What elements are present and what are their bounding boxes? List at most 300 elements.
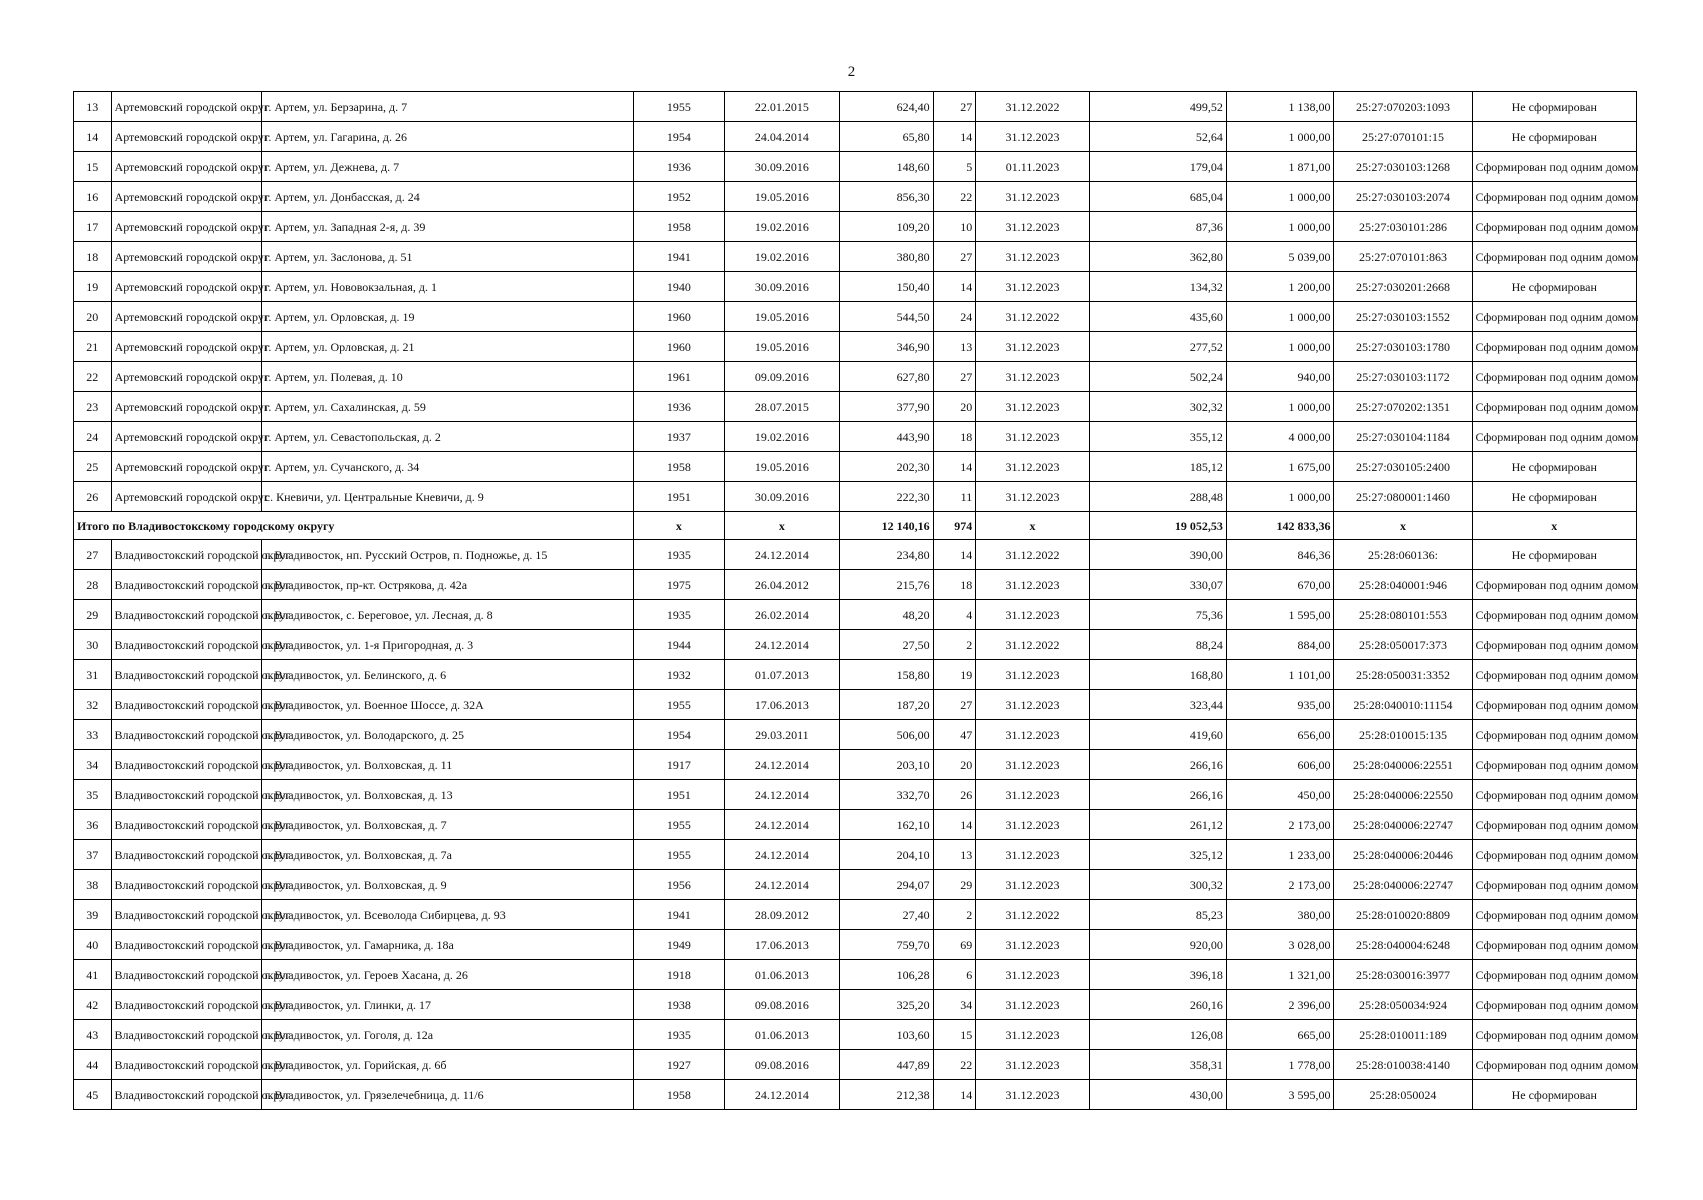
municipality-cell: Владивостокский городской округ [111, 630, 261, 660]
cadastral-number-cell: 25:27:030103:2074 [1334, 182, 1472, 212]
residents-cell: 27 [933, 690, 976, 720]
build-year-cell: 1975 [634, 570, 724, 600]
planned-area-cell: 168,80 [1089, 660, 1226, 690]
cost-cell: 380,00 [1226, 900, 1334, 930]
residents-cell: 20 [933, 750, 976, 780]
area-cell: 234,80 [840, 540, 933, 570]
cost-cell: 1 000,00 [1226, 332, 1334, 362]
cadastral-number-cell: 25:27:030103:1552 [1334, 302, 1472, 332]
residents-cell: 26 [933, 780, 976, 810]
table-row [74, 930, 1637, 960]
emergency-date-cell: 09.09.2016 [724, 362, 840, 392]
area-cell: 222,30 [840, 482, 933, 512]
cost-cell: 935,00 [1226, 690, 1334, 720]
table-row [74, 392, 1637, 422]
municipality-cell: Артемовский городской округ [111, 392, 261, 422]
land-status-cell: Сформирован под одним домом [1472, 780, 1637, 810]
area-cell: 759,70 [840, 930, 933, 960]
table-row [74, 840, 1637, 870]
resettlement-deadline-cell: 31.12.2023 [976, 242, 1090, 272]
resettlement-deadline-cell: 31.12.2023 [976, 750, 1090, 780]
municipality-cell: Артемовский городской округ [111, 152, 261, 182]
emergency-date-cell: 28.07.2015 [724, 392, 840, 422]
row-number-cell: 31 [74, 660, 112, 690]
build-year-cell: 1940 [634, 272, 724, 302]
table-row [74, 302, 1637, 332]
residents-cell: 13 [933, 840, 976, 870]
address-cell: г. Владивосток, ул. Грязелечебница, д. 11/6 [261, 1080, 633, 1110]
build-year-cell: 1952 [634, 182, 724, 212]
table-row [74, 152, 1637, 182]
total-status: x [1472, 512, 1637, 540]
cost-cell: 606,00 [1226, 750, 1334, 780]
cost-cell: 1 000,00 [1226, 392, 1334, 422]
cost-cell: 1 595,00 [1226, 600, 1334, 630]
row-number-cell: 15 [74, 152, 112, 182]
planned-area-cell: 499,52 [1089, 92, 1226, 122]
cadastral-number-cell: 25:28:060136: [1334, 540, 1472, 570]
residents-cell: 14 [933, 1080, 976, 1110]
table-row [74, 212, 1637, 242]
area-cell: 158,80 [840, 660, 933, 690]
build-year-cell: 1932 [634, 660, 724, 690]
cost-cell: 846,36 [1226, 540, 1334, 570]
cadastral-number-cell: 25:27:070202:1351 [1334, 392, 1472, 422]
page-number: 2 [847, 64, 856, 80]
land-status-cell: Сформирован под одним домом [1472, 362, 1637, 392]
table-total-section [74, 512, 1637, 540]
emergency-date-cell: 19.05.2016 [724, 332, 840, 362]
land-status-cell: Сформирован под одним домом [1472, 990, 1637, 1020]
emergency-date-cell: 01.07.2013 [724, 660, 840, 690]
planned-area-cell: 502,24 [1089, 362, 1226, 392]
cadastral-number-cell: 25:28:040006:22551 [1334, 750, 1472, 780]
planned-area-cell: 288,48 [1089, 482, 1226, 512]
build-year-cell: 1958 [634, 212, 724, 242]
land-status-cell: Сформирован под одним домом [1472, 1020, 1637, 1050]
planned-area-cell: 920,00 [1089, 930, 1226, 960]
area-cell: 27,40 [840, 900, 933, 930]
residents-cell: 22 [933, 1050, 976, 1080]
build-year-cell: 1951 [634, 780, 724, 810]
cost-cell: 3 595,00 [1226, 1080, 1334, 1110]
planned-area-cell: 396,18 [1089, 960, 1226, 990]
municipality-cell: Владивостокский городской округ [111, 780, 261, 810]
table-row [74, 990, 1637, 1020]
address-cell: г. Артем, ул. Сучанского, д. 34 [261, 452, 633, 482]
cadastral-number-cell: 25:28:080101:553 [1334, 600, 1472, 630]
emergency-date-cell: 19.02.2016 [724, 212, 840, 242]
resettlement-deadline-cell: 31.12.2022 [976, 540, 1090, 570]
row-number-cell: 43 [74, 1020, 112, 1050]
planned-area-cell: 185,12 [1089, 452, 1226, 482]
residents-cell: 27 [933, 92, 976, 122]
address-cell: г. Владивосток, ул. Гоголя, д. 12а [261, 1020, 633, 1050]
residents-cell: 29 [933, 870, 976, 900]
resettlement-deadline-cell: 31.12.2023 [976, 870, 1090, 900]
planned-area-cell: 75,36 [1089, 600, 1226, 630]
total-deadline: x [976, 512, 1090, 540]
area-cell: 109,20 [840, 212, 933, 242]
resettlement-deadline-cell: 31.12.2023 [976, 362, 1090, 392]
row-number-cell: 22 [74, 362, 112, 392]
address-cell: г. Артем, ул. Западная 2-я, д. 39 [261, 212, 633, 242]
planned-area-cell: 419,60 [1089, 720, 1226, 750]
resettlement-deadline-cell: 31.12.2023 [976, 332, 1090, 362]
address-cell: г. Артем, ул. Гагарина, д. 26 [261, 122, 633, 152]
cadastral-number-cell: 25:27:070101:15 [1334, 122, 1472, 152]
land-status-cell: Не сформирован [1472, 482, 1637, 512]
resettlement-deadline-cell: 31.12.2023 [976, 600, 1090, 630]
land-status-cell: Сформирован под одним домом [1472, 182, 1637, 212]
cost-cell: 2 173,00 [1226, 870, 1334, 900]
planned-area-cell: 685,04 [1089, 182, 1226, 212]
cadastral-number-cell: 25:27:080001:1460 [1334, 482, 1472, 512]
cost-cell: 656,00 [1226, 720, 1334, 750]
land-status-cell: Сформирован под одним домом [1472, 332, 1637, 362]
emergency-date-cell: 24.12.2014 [724, 870, 840, 900]
build-year-cell: 1941 [634, 900, 724, 930]
land-status-cell: Сформирован под одним домом [1472, 720, 1637, 750]
emergency-date-cell: 19.05.2016 [724, 182, 840, 212]
area-cell: 377,90 [840, 392, 933, 422]
address-cell: с. Кневичи, ул. Центральные Кневичи, д. 9 [261, 482, 633, 512]
cadastral-number-cell: 25:28:040006:22747 [1334, 810, 1472, 840]
residents-cell: 13 [933, 332, 976, 362]
municipality-cell: Артемовский городской округ [111, 422, 261, 452]
resettlement-deadline-cell: 31.12.2023 [976, 452, 1090, 482]
address-cell: г. Артем, ул. Нововокзальная, д. 1 [261, 272, 633, 302]
build-year-cell: 1935 [634, 600, 724, 630]
resettlement-deadline-cell: 31.12.2023 [976, 570, 1090, 600]
emergency-date-cell: 09.08.2016 [724, 1050, 840, 1080]
planned-area-cell: 85,23 [1089, 900, 1226, 930]
table-row [74, 960, 1637, 990]
table-row [74, 780, 1637, 810]
cadastral-number-cell: 25:28:050017:373 [1334, 630, 1472, 660]
land-status-cell: Не сформирован [1472, 1080, 1637, 1110]
area-cell: 103,60 [840, 1020, 933, 1050]
municipality-cell: Владивостокский городской округ [111, 690, 261, 720]
address-cell: г. Артем, ул. Берзарина, д. 7 [261, 92, 633, 122]
table-row [74, 900, 1637, 930]
area-cell: 187,20 [840, 690, 933, 720]
planned-area-cell: 52,64 [1089, 122, 1226, 152]
land-status-cell: Не сформирован [1472, 540, 1637, 570]
resettlement-deadline-cell: 31.12.2023 [976, 720, 1090, 750]
table-row [74, 1080, 1637, 1110]
planned-area-cell: 87,36 [1089, 212, 1226, 242]
residents-cell: 10 [933, 212, 976, 242]
residents-cell: 18 [933, 422, 976, 452]
row-number-cell: 19 [74, 272, 112, 302]
total-cost: 142 833,36 [1226, 512, 1334, 540]
emergency-date-cell: 17.06.2013 [724, 930, 840, 960]
area-cell: 346,90 [840, 332, 933, 362]
area-cell: 162,10 [840, 810, 933, 840]
residents-cell: 14 [933, 810, 976, 840]
residents-cell: 14 [933, 540, 976, 570]
planned-area-cell: 390,00 [1089, 540, 1226, 570]
municipality-cell: Владивостокский городской округ [111, 900, 261, 930]
planned-area-cell: 134,32 [1089, 272, 1226, 302]
cost-cell: 1 000,00 [1226, 302, 1334, 332]
emergency-date-cell: 19.02.2016 [724, 242, 840, 272]
resettlement-deadline-cell: 31.12.2023 [976, 990, 1090, 1020]
municipality-cell: Артемовский городской округ [111, 212, 261, 242]
resettlement-deadline-cell: 31.12.2023 [976, 960, 1090, 990]
area-cell: 65,80 [840, 122, 933, 152]
table-row [74, 422, 1637, 452]
row-number-cell: 42 [74, 990, 112, 1020]
resettlement-deadline-cell: 31.12.2023 [976, 182, 1090, 212]
area-cell: 203,10 [840, 750, 933, 780]
cadastral-number-cell: 25:28:050034:924 [1334, 990, 1472, 1020]
total-year: x [634, 512, 724, 540]
cost-cell: 2 173,00 [1226, 810, 1334, 840]
cost-cell: 1 000,00 [1226, 212, 1334, 242]
resettlement-deadline-cell: 31.12.2023 [976, 482, 1090, 512]
municipality-cell: Артемовский городской округ [111, 452, 261, 482]
resettlement-deadline-cell: 31.12.2023 [976, 690, 1090, 720]
cost-cell: 1 321,00 [1226, 960, 1334, 990]
address-cell: г. Владивосток, ул. Военное Шоссе, д. 32А [261, 690, 633, 720]
land-status-cell: Сформирован под одним домом [1472, 900, 1637, 930]
row-number-cell: 13 [74, 92, 112, 122]
resettlement-deadline-cell: 31.12.2023 [976, 272, 1090, 302]
cadastral-number-cell: 25:28:050024 [1334, 1080, 1472, 1110]
build-year-cell: 1949 [634, 930, 724, 960]
build-year-cell: 1955 [634, 92, 724, 122]
emergency-date-cell: 19.05.2016 [724, 302, 840, 332]
municipality-cell: Владивостокский городской округ [111, 990, 261, 1020]
build-year-cell: 1955 [634, 810, 724, 840]
address-cell: г. Владивосток, ул. Волховская, д. 9 [261, 870, 633, 900]
planned-area-cell: 362,80 [1089, 242, 1226, 272]
cost-cell: 1 000,00 [1226, 182, 1334, 212]
address-cell: г. Владивосток, ул. Гамарника, д. 18а [261, 930, 633, 960]
municipality-cell: Владивостокский городской округ [111, 540, 261, 570]
land-status-cell: Сформирован под одним домом [1472, 840, 1637, 870]
area-cell: 447,89 [840, 1050, 933, 1080]
residents-cell: 5 [933, 152, 976, 182]
build-year-cell: 1938 [634, 990, 724, 1020]
cadastral-number-cell: 25:27:070203:1093 [1334, 92, 1472, 122]
row-number-cell: 14 [74, 122, 112, 152]
resettlement-deadline-cell: 31.12.2023 [976, 1050, 1090, 1080]
table-row [74, 630, 1637, 660]
row-number-cell: 45 [74, 1080, 112, 1110]
area-cell: 215,76 [840, 570, 933, 600]
address-cell: г. Владивосток, нп. Русский Остров, п. Подножье, д. 15 [261, 540, 633, 570]
total-label: Итого по Владивостокскому городскому округу [74, 512, 634, 540]
address-cell: г. Владивосток, ул. Волховская, д. 11 [261, 750, 633, 780]
row-number-cell: 28 [74, 570, 112, 600]
cost-cell: 1 871,00 [1226, 152, 1334, 182]
land-status-cell: Сформирован под одним домом [1472, 392, 1637, 422]
cadastral-number-cell: 25:27:030105:2400 [1334, 452, 1472, 482]
municipality-cell: Владивостокский городской округ [111, 720, 261, 750]
row-number-cell: 26 [74, 482, 112, 512]
emergency-date-cell: 24.12.2014 [724, 750, 840, 780]
area-cell: 150,40 [840, 272, 933, 302]
address-cell: г. Владивосток, ул. Героев Хасана, д. 26 [261, 960, 633, 990]
land-status-cell: Сформирован под одним домом [1472, 1050, 1637, 1080]
resettlement-deadline-cell: 31.12.2023 [976, 780, 1090, 810]
cost-cell: 1 000,00 [1226, 482, 1334, 512]
resettlement-deadline-cell: 31.12.2023 [976, 810, 1090, 840]
table-row [74, 1020, 1637, 1050]
address-cell: г. Владивосток, пр-кт. Острякова, д. 42а [261, 570, 633, 600]
table-row [74, 870, 1637, 900]
cost-cell: 3 028,00 [1226, 930, 1334, 960]
address-cell: г. Владивосток, ул. Белинского, д. 6 [261, 660, 633, 690]
table-row [74, 690, 1637, 720]
resettlement-deadline-cell: 31.12.2023 [976, 1080, 1090, 1110]
land-status-cell: Сформирован под одним домом [1472, 690, 1637, 720]
resettlement-deadline-cell: 31.12.2022 [976, 900, 1090, 930]
residents-cell: 22 [933, 182, 976, 212]
row-number-cell: 40 [74, 930, 112, 960]
emergency-date-cell: 24.12.2014 [724, 810, 840, 840]
planned-area-cell: 430,00 [1089, 1080, 1226, 1110]
emergency-date-cell: 19.02.2016 [724, 422, 840, 452]
resettlement-deadline-cell: 31.12.2023 [976, 840, 1090, 870]
municipality-cell: Артемовский городской округ [111, 242, 261, 272]
area-cell: 204,10 [840, 840, 933, 870]
land-status-cell: Сформирован под одним домом [1472, 242, 1637, 272]
build-year-cell: 1956 [634, 870, 724, 900]
cost-cell: 1 233,00 [1226, 840, 1334, 870]
area-cell: 106,28 [840, 960, 933, 990]
area-cell: 48,20 [840, 600, 933, 630]
row-number-cell: 38 [74, 870, 112, 900]
table-body-vladivostok [74, 540, 1637, 1110]
table-row [74, 1050, 1637, 1080]
area-cell: 506,00 [840, 720, 933, 750]
build-year-cell: 1937 [634, 422, 724, 452]
total-cadastral: x [1334, 512, 1472, 540]
area-cell: 856,30 [840, 182, 933, 212]
emergency-date-cell: 24.12.2014 [724, 540, 840, 570]
emergency-date-cell: 24.12.2014 [724, 1080, 840, 1110]
table-row [74, 92, 1637, 122]
land-status-cell: Не сформирован [1472, 452, 1637, 482]
cost-cell: 5 039,00 [1226, 242, 1334, 272]
cost-cell: 1 200,00 [1226, 272, 1334, 302]
residents-cell: 27 [933, 362, 976, 392]
address-cell: г. Артем, ул. Полевая, д. 10 [261, 362, 633, 392]
municipality-cell: Артемовский городской округ [111, 482, 261, 512]
table-row [74, 182, 1637, 212]
land-status-cell: Сформирован под одним домом [1472, 960, 1637, 990]
table-row [74, 540, 1637, 570]
address-cell: г. Артем, ул. Орловская, д. 19 [261, 302, 633, 332]
housing-registry-table [73, 91, 1637, 1110]
planned-area-cell: 260,16 [1089, 990, 1226, 1020]
emergency-date-cell: 09.08.2016 [724, 990, 840, 1020]
build-year-cell: 1958 [634, 452, 724, 482]
cadastral-number-cell: 25:28:040004:6248 [1334, 930, 1472, 960]
land-status-cell: Сформирован под одним домом [1472, 750, 1637, 780]
municipality-cell: Артемовский городской округ [111, 362, 261, 392]
emergency-date-cell: 17.06.2013 [724, 690, 840, 720]
residents-cell: 20 [933, 392, 976, 422]
build-year-cell: 1935 [634, 1020, 724, 1050]
build-year-cell: 1936 [634, 392, 724, 422]
emergency-date-cell: 19.05.2016 [724, 452, 840, 482]
table-row [74, 272, 1637, 302]
cadastral-number-cell: 25:28:040010:11154 [1334, 690, 1472, 720]
municipality-cell: Артемовский городской округ [111, 332, 261, 362]
planned-area-cell: 266,16 [1089, 780, 1226, 810]
residents-cell: 24 [933, 302, 976, 332]
address-cell: г. Артем, ул. Севастопольская, д. 2 [261, 422, 633, 452]
total-area-new: 19 052,53 [1089, 512, 1226, 540]
municipality-cell: Владивостокский городской округ [111, 840, 261, 870]
land-status-cell: Сформирован под одним домом [1472, 810, 1637, 840]
municipality-cell: Владивостокский городской округ [111, 930, 261, 960]
build-year-cell: 1960 [634, 302, 724, 332]
cadastral-number-cell: 25:28:050031:3352 [1334, 660, 1472, 690]
land-status-cell: Не сформирован [1472, 122, 1637, 152]
area-cell: 380,80 [840, 242, 933, 272]
emergency-date-cell: 30.09.2016 [724, 272, 840, 302]
build-year-cell: 1960 [634, 332, 724, 362]
resettlement-deadline-cell: 31.12.2023 [976, 1020, 1090, 1050]
resettlement-deadline-cell: 31.12.2023 [976, 422, 1090, 452]
build-year-cell: 1941 [634, 242, 724, 272]
planned-area-cell: 261,12 [1089, 810, 1226, 840]
land-status-cell: Сформирован под одним домом [1472, 212, 1637, 242]
cadastral-number-cell: 25:28:040001:946 [1334, 570, 1472, 600]
row-number-cell: 30 [74, 630, 112, 660]
address-cell: г. Владивосток, с. Береговое, ул. Лесная, д. 8 [261, 600, 633, 630]
cost-cell: 1 000,00 [1226, 122, 1334, 152]
planned-area-cell: 88,24 [1089, 630, 1226, 660]
planned-area-cell: 330,07 [1089, 570, 1226, 600]
area-cell: 325,20 [840, 990, 933, 1020]
planned-area-cell: 179,04 [1089, 152, 1226, 182]
emergency-date-cell: 24.12.2014 [724, 780, 840, 810]
address-cell: г. Владивосток, ул. 1-я Пригородная, д. 3 [261, 630, 633, 660]
area-cell: 443,90 [840, 422, 933, 452]
land-status-cell: Сформирован под одним домом [1472, 600, 1637, 630]
residents-cell: 34 [933, 990, 976, 1020]
table-row [74, 720, 1637, 750]
land-status-cell: Сформирован под одним домом [1472, 630, 1637, 660]
resettlement-deadline-cell: 31.12.2023 [976, 930, 1090, 960]
emergency-date-cell: 01.06.2013 [724, 960, 840, 990]
residents-cell: 19 [933, 660, 976, 690]
residents-cell: 15 [933, 1020, 976, 1050]
area-cell: 332,70 [840, 780, 933, 810]
area-cell: 148,60 [840, 152, 933, 182]
address-cell: г. Владивосток, ул. Глинки, д. 17 [261, 990, 633, 1020]
row-number-cell: 25 [74, 452, 112, 482]
cadastral-number-cell: 25:28:010020:8809 [1334, 900, 1472, 930]
area-cell: 544,50 [840, 302, 933, 332]
municipality-cell: Владивостокский городской округ [111, 600, 261, 630]
table-row [74, 570, 1637, 600]
table-row [74, 600, 1637, 630]
residents-cell: 4 [933, 600, 976, 630]
cadastral-number-cell: 25:28:010015:135 [1334, 720, 1472, 750]
emergency-date-cell: 22.01.2015 [724, 92, 840, 122]
build-year-cell: 1955 [634, 840, 724, 870]
table-row [74, 452, 1637, 482]
residents-cell: 27 [933, 242, 976, 272]
